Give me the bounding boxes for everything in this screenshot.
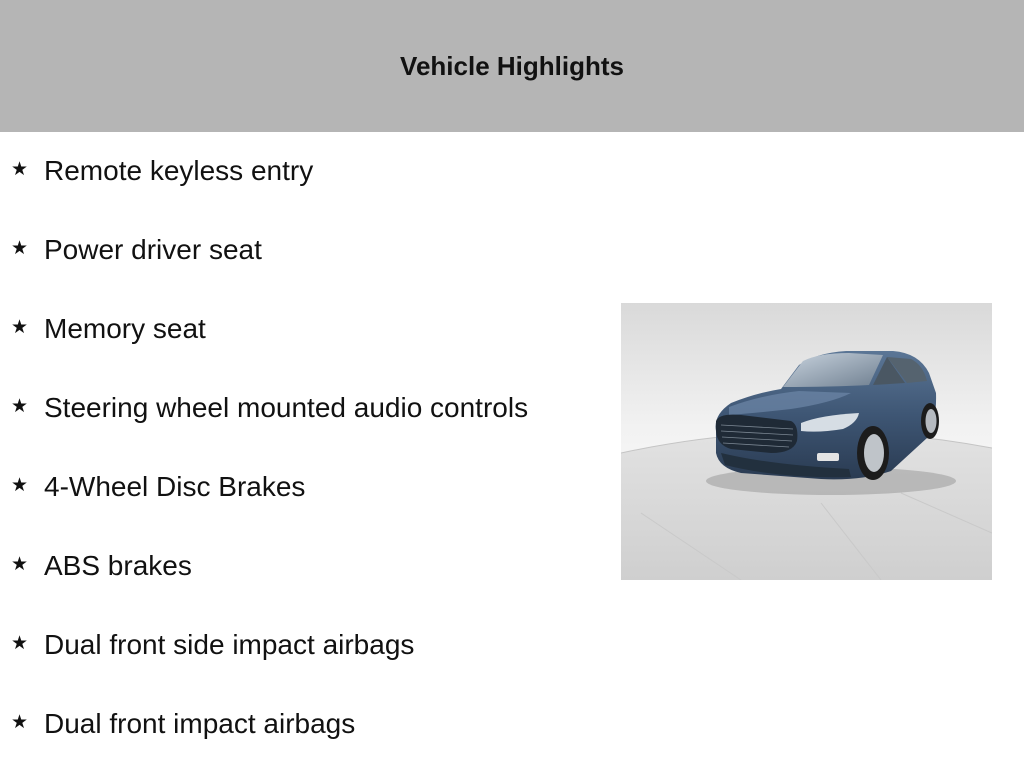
list-item (0, 290, 600, 369)
vehicle-photo (621, 303, 992, 580)
list-item (0, 527, 600, 606)
list-item (0, 448, 600, 527)
feature-label: Memory seat (44, 313, 206, 344)
list-item (0, 685, 600, 764)
star-icon: ★ (11, 317, 29, 338)
star-icon: ★ (11, 396, 29, 417)
list-item (0, 132, 600, 211)
star-icon: ★ (11, 238, 29, 259)
star-icon: ★ (11, 554, 29, 575)
feature-list (0, 132, 600, 764)
feature-label: Power driver seat (44, 234, 262, 265)
feature-label: 4-Wheel Disc Brakes (44, 471, 306, 502)
feature-label: Dual front impact airbags (44, 708, 356, 739)
car-illustration (621, 303, 992, 580)
star-icon: ★ (11, 475, 29, 496)
feature-label: Steering wheel mounted audio controls (44, 392, 529, 423)
feature-label: ABS brakes (44, 550, 192, 581)
page-title: Vehicle Highlights (400, 50, 624, 81)
star-icon: ★ (11, 159, 29, 180)
star-icon: ★ (11, 712, 29, 733)
header-bar (0, 0, 1024, 132)
feature-label: Remote keyless entry (44, 155, 314, 186)
list-item (0, 369, 600, 448)
feature-label: Dual front side impact airbags (44, 629, 415, 660)
list-item (0, 606, 600, 685)
list-item (0, 211, 600, 290)
star-icon: ★ (11, 633, 29, 654)
